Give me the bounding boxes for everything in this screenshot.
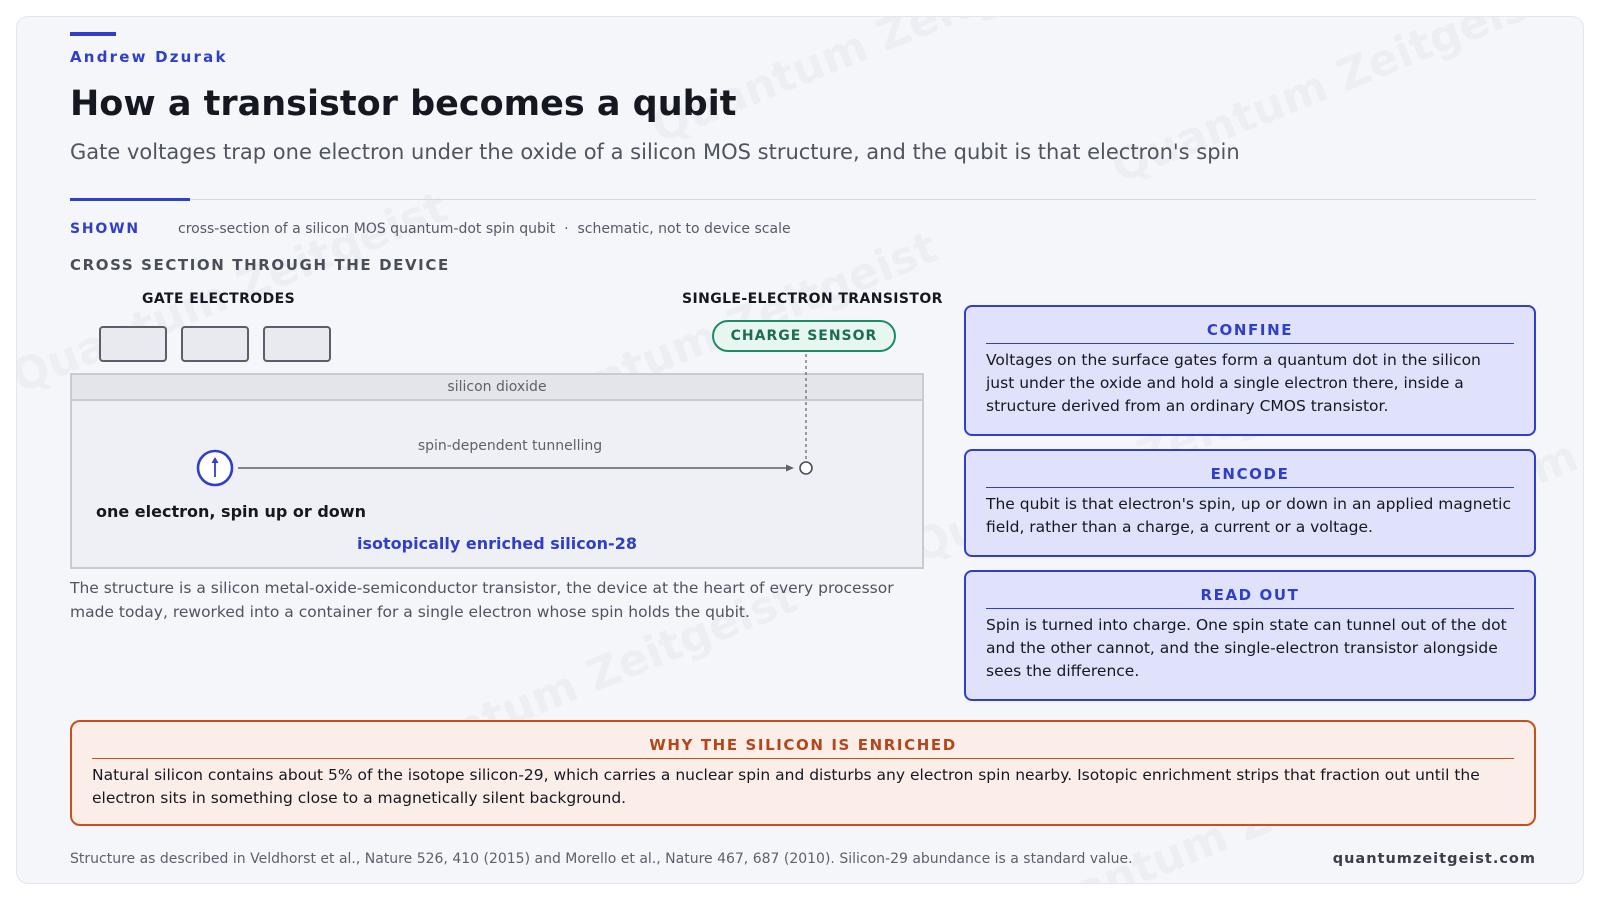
divider-accent [70, 198, 190, 201]
author-name: Andrew Dzurak [70, 48, 228, 66]
panel-title: READ OUT [986, 586, 1514, 609]
panel-body: Spin is turned into charge. One spin state can tunnel out of the dot and the other cannot, and the single-electron transistor alongside sees the difference. [986, 616, 1507, 680]
panel-title: ENCODE [986, 465, 1514, 488]
encode-panel [964, 449, 1536, 557]
enrichment-callout [70, 720, 1536, 826]
source-note: Structure as described in Veldhorst et al., Nature 526, 410 (2015) and Morello et al., Nature 467, 687 (2010). Silicon-29 abundance is a standard value. [70, 851, 1133, 867]
gate-electrode [263, 326, 331, 362]
structure-note: The structure is a silicon metal-oxide-semiconductor transistor, the device at the heart of every processor made today, reworked into a container for a single electron whose spin holds the qubit. [70, 579, 894, 621]
oxide-layer [72, 375, 922, 401]
charge-sensor-label: CHARGE SENSOR [730, 328, 878, 344]
gate-electrode [99, 326, 167, 362]
header-accent-bar [70, 32, 116, 36]
page-subtitle: Gate voltages trap one electron under the oxide of a silicon MOS structure, and the qubit is that electron's spin [70, 140, 1240, 164]
site-link[interactable]: quantumzeitgeist.com [1332, 851, 1536, 867]
panel-body: Voltages on the surface gates form a quantum dot in the silicon just under the oxide and hold a single electron there, inside a structure derived from an ordinary CMOS transistor. [986, 351, 1481, 415]
shown-label: SHOWN [70, 221, 140, 237]
confine-panel [964, 305, 1536, 436]
callout-body: Natural silicon contains about 5% of the isotope silicon-29, which carries a nuclear spin and disturbs any electron spin nearby. Isotopic enrichment strips that fraction out until the electron sits in something close to a magnetically silent background. [92, 766, 1480, 807]
panel-body: The qubit is that electron's spin, up or down in an applied magnetic field, rather than a charge, a current or a voltage. [986, 495, 1511, 536]
read-out-panel [964, 570, 1536, 701]
oxide-label: silicon dioxide [447, 379, 547, 395]
substrate-label: isotopically enriched silicon-28 [357, 534, 637, 553]
header-divider [70, 199, 1536, 200]
panel-title: CONFINE [986, 321, 1514, 344]
callout-title: WHY THE SILICON IS ENRICHED [92, 736, 1514, 759]
diagram-section-heading: CROSS SECTION THROUGH THE DEVICE [70, 256, 450, 274]
gate-electrode [181, 326, 249, 362]
gate-electrodes-label: GATE ELECTRODES [142, 291, 296, 307]
electron-caption: one electron, spin up or down [96, 502, 366, 521]
tunnelling-label: spin-dependent tunnelling [417, 438, 603, 454]
single-electron-transistor-label: SINGLE-ELECTRON TRANSISTOR [682, 291, 943, 307]
shown-description: cross-section of a silicon MOS quantum-dot spin qubit · schematic, not to device scale [178, 221, 791, 237]
watermark [1104, 16, 1554, 193]
charge-sensor-pill [712, 320, 896, 352]
page-title: How a transistor becomes a qubit [70, 84, 737, 124]
